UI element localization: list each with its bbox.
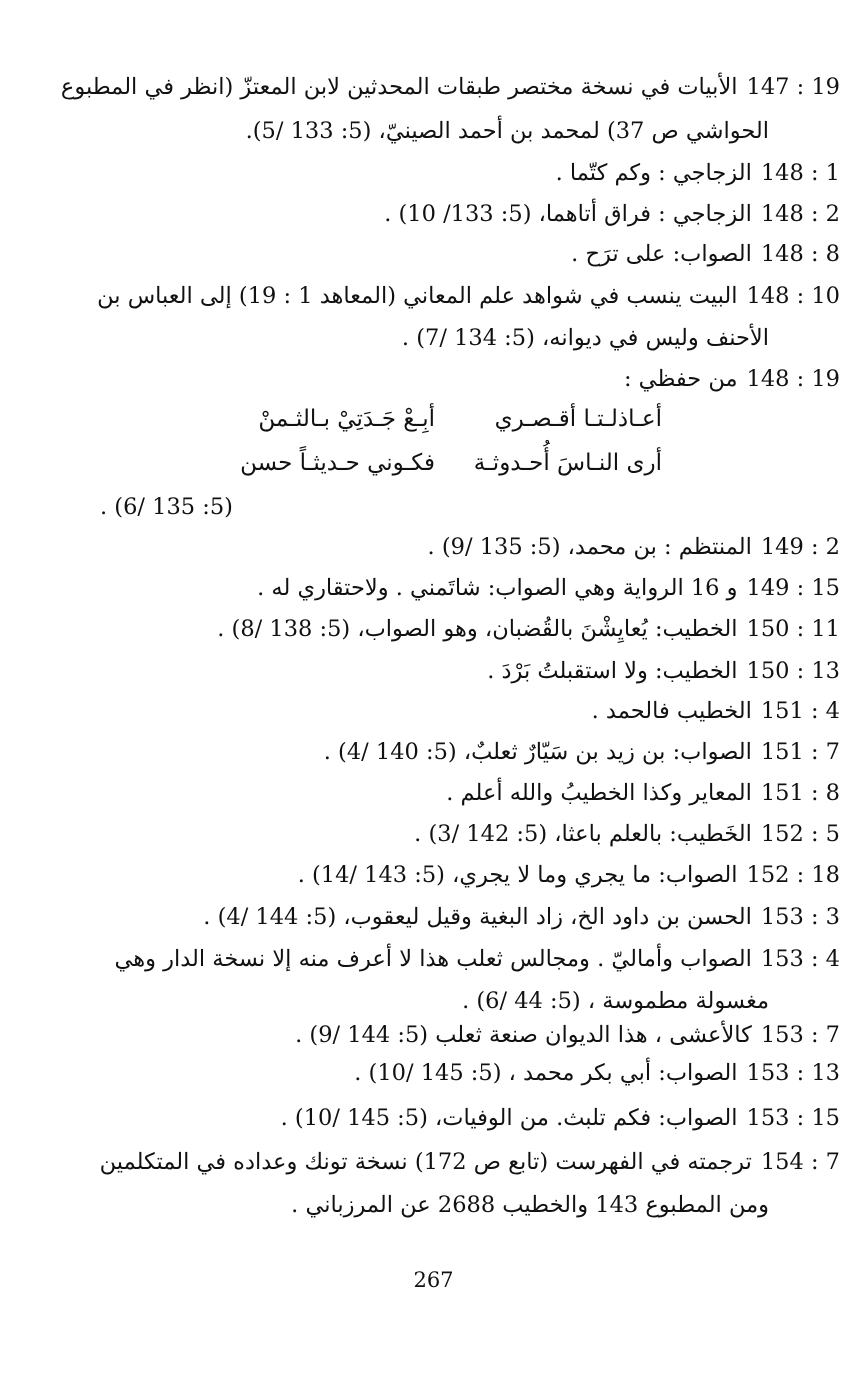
entry-text: الخطيب فالحمد . bbox=[591, 698, 752, 724]
entry-text: الصواب: أبي بكر محمد ، (5: 145 /10) . bbox=[354, 1060, 738, 1086]
entry-ref: 152 : 5 bbox=[760, 821, 840, 847]
entry-text: و 16 الرواية وهي الصواب: شاتَمني . ولاحتقاري له . bbox=[257, 575, 738, 601]
entry-ref: 151 : 7 bbox=[760, 739, 840, 765]
entry-153-13 bbox=[354, 1056, 840, 1090]
entry-ref: 147 : 19 bbox=[746, 74, 840, 100]
entry-ref: 150 : 13 bbox=[746, 658, 840, 684]
entry-text: الحسن بن داود الخ، زاد البغية وقيل ليعقوب، (5: 144 /4) . bbox=[203, 904, 752, 930]
entry-ref: 149 : 15 bbox=[746, 575, 840, 601]
entry-text: الخطيب: ولا استقبلتُ بَرْدَ . bbox=[487, 658, 738, 684]
entry-153-15 bbox=[281, 1101, 840, 1135]
entry-text: الأحنف وليس في ديوانه، (5: 134 /7) . bbox=[401, 325, 769, 351]
entry-ref: 154 : 7 bbox=[760, 1149, 840, 1175]
entry-ref: 148 : 2 bbox=[760, 201, 840, 227]
verse-1-second-hemistich: أبِـعْ جَـدَتِيْ بـالثـمنْ bbox=[258, 406, 435, 432]
entry-text: الحواشي ص 37) لمحمد بن أحمد الصينيّ، (5: 133 /5). bbox=[245, 118, 769, 144]
entry-text: المنتظم : بن محمد، (5: 135 /9) . bbox=[427, 534, 752, 560]
entry-ref: 153 : 15 bbox=[746, 1105, 840, 1131]
entry-text: الصواب: بن زيد بن سَيّارٌ ثعلبٌ، (5: 140 /4) . bbox=[323, 739, 752, 765]
entry-153-3 bbox=[203, 900, 840, 934]
entry-149-15 bbox=[257, 571, 840, 605]
entry-152-5 bbox=[414, 817, 840, 851]
page-number: 267 bbox=[413, 1268, 454, 1292]
entry-ref: 149 : 2 bbox=[760, 534, 840, 560]
entry-text: الخطيب: يُعايِشْنَ بالقُضبان، وهو الصواب، (5: 138 /8) . bbox=[217, 616, 738, 642]
verse-reference bbox=[100, 490, 233, 524]
entry-text: كالأعشى ، هذا الديوان صنعة ثعلب (5: 144 /9) . bbox=[295, 1022, 752, 1048]
entry-ref: 148 : 19 bbox=[746, 366, 840, 392]
entry-147-19-continued bbox=[246, 114, 769, 148]
entry-153-7 bbox=[295, 1018, 840, 1052]
entry-ref: 150 : 11 bbox=[746, 616, 840, 642]
entry-text: الصواب: ما يجري وما لا يجري، (5: 143 /14) . bbox=[297, 862, 738, 888]
entry-ref: 153 : 7 bbox=[760, 1022, 840, 1048]
entry-150-13 bbox=[487, 654, 840, 688]
entry-ref: 148 : 1 bbox=[760, 160, 840, 186]
entry-154-7 bbox=[100, 1145, 840, 1179]
entry-148-1 bbox=[556, 156, 840, 190]
entry-text: البيت ينسب في شواهد علم المعاني (المعاهد 1 : 19) إلى العباس بن bbox=[97, 283, 738, 309]
entry-ref: 151 : 4 bbox=[760, 698, 840, 724]
entry-ref: 151 : 8 bbox=[760, 780, 840, 806]
entry-text: الصواب: فكم تلبث. من الوفيات، (5: 145 /10) . bbox=[280, 1105, 738, 1131]
entry-ref: 148 : 10 bbox=[746, 283, 840, 309]
entry-ref: 153 : 3 bbox=[760, 904, 840, 930]
verse-2-second-hemistich: فكـوني حـديثـاً حسن bbox=[240, 450, 435, 476]
entry-148-19 bbox=[624, 362, 840, 396]
entry-151-7 bbox=[324, 735, 840, 769]
verse-1-first-hemistich: أعـاذلـتـا أقـصـري bbox=[494, 406, 662, 432]
entry-ref: 148 : 8 bbox=[760, 241, 840, 267]
entry-148-8 bbox=[571, 237, 840, 271]
entry-153-4-continued bbox=[462, 984, 769, 1018]
entry-149-2 bbox=[428, 530, 840, 564]
entry-154-7-continued bbox=[291, 1188, 769, 1222]
entry-ref: 153 : 13 bbox=[746, 1060, 840, 1086]
entry-text: الصواب: على ترَح . bbox=[571, 241, 752, 267]
entry-147-19 bbox=[61, 70, 840, 104]
entry-text: الزجاجي : فراق أتاهما، (5: 133/ 10) . bbox=[384, 201, 752, 227]
entry-148-10 bbox=[97, 279, 840, 313]
entry-151-8 bbox=[446, 776, 840, 810]
entry-text: الزجاجي : وكم كتّما . bbox=[555, 160, 752, 186]
entry-text: الخَطيب: بالعلم باعثا، (5: 142 /3) . bbox=[414, 821, 752, 847]
entry-ref: 152 : 18 bbox=[746, 862, 840, 888]
entry-text: ترجمته في الفهرست (تابع ص 172) نسخة تونك وعداده في المتكلمين bbox=[99, 1149, 752, 1175]
entry-151-4 bbox=[592, 694, 840, 728]
entry-text: الصواب وأماليّ . ومجالس ثعلب هذا لا أعرف منه إلا نسخة الدار وهي bbox=[114, 946, 752, 972]
entry-148-10-continued bbox=[402, 321, 769, 355]
entry-text: (5: 135 /6) . bbox=[100, 494, 233, 520]
entry-text: الأبيات في نسخة مختصر طبقات المحدثين لابن المعتزّ (انظر في المطبوع bbox=[60, 74, 738, 100]
entry-text: ومن المطبوع 143 والخطيب 2688 عن المرزباني . bbox=[291, 1192, 769, 1218]
entry-text: المعاير وكذا الخطيبُ والله أعلم . bbox=[446, 780, 752, 806]
entry-ref: 153 : 4 bbox=[760, 946, 840, 972]
verse-2-first-hemistich: أرى النـاسَ أُحـدوثـة bbox=[473, 450, 662, 476]
entry-text: مغسولة مطموسة ، (5: 44 /6) . bbox=[462, 988, 769, 1014]
entry-text: من حفظي : bbox=[623, 366, 738, 392]
entry-148-2 bbox=[384, 197, 840, 231]
entry-150-11 bbox=[217, 612, 840, 646]
entry-152-18 bbox=[298, 858, 840, 892]
entry-153-4 bbox=[114, 942, 840, 976]
